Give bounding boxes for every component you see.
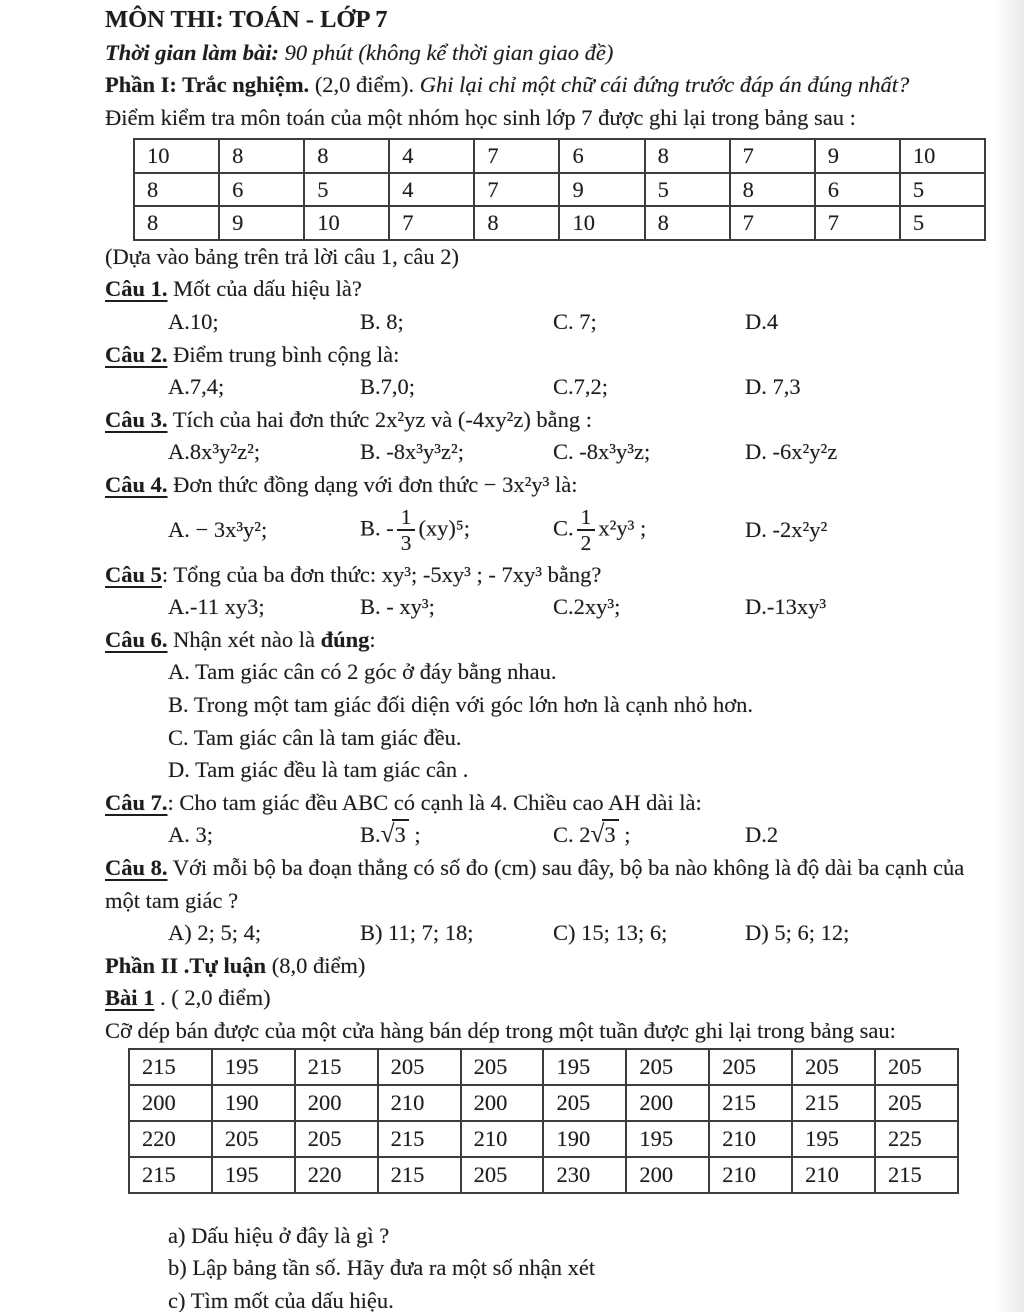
fraction-denominator: 3 [400, 531, 412, 556]
question-8-options [0, 917, 1024, 950]
table-cell: 4 [389, 139, 474, 173]
table-cell: 205 [461, 1157, 544, 1193]
table-cell: 200 [461, 1085, 544, 1121]
table-cell: 8 [134, 206, 219, 240]
q3-option-d: D. -6x²y²z [745, 439, 838, 465]
score-table-intro: Điểm kiểm tra môn toán của một nhóm học sinh lớp 7 được ghi lại trong bảng sau : [105, 104, 856, 130]
table-cell: 10 [900, 139, 985, 173]
q7-option-b [360, 819, 553, 852]
part1-points: (2,0 điểm). [309, 72, 420, 98]
radical-sign: √ [380, 821, 395, 849]
q4-option-a: A. − 3x³y²; [168, 516, 268, 542]
question-6 [0, 624, 1024, 657]
size-table [128, 1048, 959, 1194]
q7-option-c-suffix: ; [618, 822, 631, 848]
q3-option-b: B. -8x³y³z²; [360, 439, 464, 465]
q2-option-b: B.7,0; [360, 374, 416, 400]
question-4-label: Câu 4. [105, 472, 168, 498]
q7-option-c [553, 819, 745, 852]
table-note: (Dựa vào bảng trên trả lời câu 1, câu 2) [105, 243, 459, 269]
fraction [577, 506, 596, 555]
part1-instruction: Ghi lại chỉ một chữ cái đứng trước đáp án đúng nhất? [419, 72, 910, 98]
question-6-emphasis: đúng [320, 626, 370, 652]
q4-option-b-prefix: B. - [360, 515, 394, 541]
table-cell: 210 [709, 1157, 792, 1193]
q5-option-d: D.-13xy³ [745, 594, 827, 620]
table-cell: 190 [212, 1085, 295, 1121]
q1-option-a: A.10; [168, 309, 219, 335]
table-cell: 6 [815, 173, 900, 207]
table-cell: 215 [378, 1157, 461, 1193]
table-cell: 230 [543, 1157, 626, 1193]
table-cell: 205 [626, 1049, 709, 1085]
question-5-options [0, 591, 1024, 624]
q1-option-d: D.4 [745, 309, 779, 335]
table-row [134, 206, 985, 240]
q4-option-c-prefix: C. [553, 515, 574, 541]
exercise-1-part-b: b) Lập bảng tần số. Hãy đưa ra một số nhận xét [168, 1255, 596, 1281]
page-title: MÔN THI: TOÁN - LỚP 7 [105, 6, 388, 33]
q7-option-d: D.2 [745, 822, 779, 848]
q7-option-c-prefix: C. 2 [553, 822, 591, 848]
table-cell: 6 [219, 173, 304, 207]
fraction-numerator: 1 [397, 506, 416, 531]
q3-option-c: C. -8x³y³z; [553, 439, 651, 465]
q8-option-c: C) 15; 13; 6; [553, 920, 668, 946]
table-cell: 215 [875, 1157, 958, 1193]
fraction [397, 506, 416, 555]
table-cell: 215 [295, 1049, 378, 1085]
radicand: 3 [392, 819, 408, 847]
q4-option-c-suffix: x²y³ ; [598, 515, 647, 541]
table-row [134, 139, 985, 173]
question-7-text: Cho tam giác đều ABC có cạnh là 4. Chiều cao AH dài là: [173, 789, 702, 815]
part2-title: Phần II .Tự luận [105, 952, 267, 978]
question-6-text-end: : [369, 626, 376, 652]
q2-option-a: A.7,4; [168, 374, 225, 400]
q6-option-d: D. Tam giác đều là tam giác cân . [168, 757, 469, 783]
table-cell: 205 [875, 1049, 958, 1085]
question-3-label: Câu 3. [105, 406, 168, 432]
table-cell: 205 [543, 1085, 626, 1121]
question-3-text: Tích của hai đơn thức 2x²yz và (-4xy²z) bằng : [167, 406, 593, 432]
question-7-options [0, 819, 1024, 852]
q6-option-a: A. Tam giác cân có 2 góc ở đáy bằng nhau. [168, 659, 557, 685]
question-5-colon: : [161, 561, 169, 587]
table-cell: 215 [378, 1121, 461, 1157]
table-cell: 215 [129, 1049, 212, 1085]
q7-option-a: A. 3; [168, 822, 213, 848]
question-2-options [0, 371, 1024, 404]
radicand: 3 [602, 819, 618, 847]
question-5-text: Tổng của ba đơn thức: xy³; -5xy³ ; - 7xy³ bằng? [168, 561, 602, 587]
table-cell: 5 [900, 173, 985, 207]
table-cell: 205 [212, 1121, 295, 1157]
table-cell: 210 [792, 1157, 875, 1193]
table-cell: 9 [559, 173, 644, 207]
question-4 [0, 469, 1024, 502]
question-8-text-line1: Với mỗi bộ ba đoạn thẳng có số đo (cm) sau đây, bộ ba nào không là độ dài ba cạnh của [167, 854, 965, 880]
q7-option-b-suffix: ; [408, 822, 421, 848]
table-cell: 205 [709, 1049, 792, 1085]
table-cell: 200 [626, 1157, 709, 1193]
table-cell: 10 [559, 206, 644, 240]
table-cell: 205 [378, 1049, 461, 1085]
question-1 [0, 273, 1024, 306]
table-cell: 195 [626, 1121, 709, 1157]
part2-heading [0, 950, 1024, 983]
q3-option-a: A.8x³y²z²; [168, 439, 261, 465]
question-1-text: Mốt của dấu hiệu là? [167, 276, 362, 302]
question-1-label: Câu 1. [105, 276, 168, 302]
question-8-label: Câu 8. [105, 854, 168, 880]
q4-option-b [360, 506, 553, 555]
table-cell: 7 [730, 139, 815, 173]
question-7 [0, 787, 1024, 820]
score-table [133, 138, 986, 241]
table-row [129, 1121, 958, 1157]
q2-option-d: D. 7,3 [745, 374, 801, 400]
question-6-text: Nhận xét nào là [167, 626, 321, 652]
table-cell: 205 [875, 1085, 958, 1121]
q4-option-d: D. -2x²y² [745, 516, 828, 542]
time-limit-label: Thời gian làm bài: [105, 39, 279, 65]
q8-option-d: D) 5; 6; 12; [745, 920, 850, 946]
q6-option-c: C. Tam giác cân là tam giác đều. [168, 724, 462, 750]
q2-option-c: C.7,2; [553, 374, 609, 400]
q5-option-c: C.2xy³; [553, 594, 621, 620]
question-8-text-line2: một tam giác ? [105, 887, 239, 913]
table-cell: 200 [295, 1085, 378, 1121]
table-cell: 7 [474, 139, 559, 173]
table-cell: 4 [389, 173, 474, 207]
table-row [129, 1049, 958, 1085]
exercise-1-part-c: c) Tìm mốt của dấu hiệu. [168, 1287, 394, 1312]
table-cell: 8 [645, 206, 730, 240]
question-4-options [0, 502, 1024, 559]
table-cell: 5 [304, 173, 389, 207]
question-8 [0, 852, 1024, 885]
table-cell: 220 [295, 1157, 378, 1193]
fraction-denominator: 2 [580, 531, 592, 556]
time-limit-line [0, 37, 1024, 70]
question-7-label: Câu 7. [105, 789, 168, 815]
q7-option-b-prefix: B. [360, 822, 381, 848]
q4-option-c [553, 506, 745, 555]
table-cell: 8 [134, 173, 219, 207]
table-cell: 200 [129, 1085, 212, 1121]
q5-option-a: A.-11 xy3; [168, 594, 265, 620]
table-cell: 205 [461, 1049, 544, 1085]
table-cell: 205 [792, 1049, 875, 1085]
table-cell: 8 [645, 139, 730, 173]
q1-option-c: C. 7; [553, 309, 597, 335]
table-cell: 9 [219, 206, 304, 240]
table-cell: 7 [815, 206, 900, 240]
question-2-text: Điểm trung bình cộng là: [167, 341, 400, 367]
q8-option-b: B) 11; 7; 18; [360, 920, 474, 946]
exercise-1-heading [0, 982, 1024, 1015]
table-cell: 6 [559, 139, 644, 173]
table-cell: 220 [129, 1121, 212, 1157]
question-2-label: Câu 2. [105, 341, 168, 367]
fraction-numerator: 1 [577, 506, 596, 531]
table-cell: 190 [543, 1121, 626, 1157]
table-cell: 10 [134, 139, 219, 173]
table-cell: 205 [295, 1121, 378, 1157]
table-cell: 210 [461, 1121, 544, 1157]
question-6-label: Câu 6. [105, 626, 168, 652]
q1-option-b: B. 8; [360, 309, 404, 335]
question-3 [0, 404, 1024, 437]
table-cell: 215 [709, 1085, 792, 1121]
table-cell: 200 [626, 1085, 709, 1121]
table-cell: 8 [219, 139, 304, 173]
q5-option-b: B. - xy³; [360, 594, 435, 620]
table-cell: 7 [730, 206, 815, 240]
time-limit-value: 90 phút (không kể thời gian giao đề) [278, 39, 614, 65]
question-3-options [0, 436, 1024, 469]
question-5 [0, 559, 1024, 592]
question-4-text: Đơn thức đồng dạng với đơn thức − 3x²y³ là: [167, 472, 578, 498]
table-row [129, 1157, 958, 1193]
q8-option-a: A) 2; 5; 4; [168, 920, 262, 946]
table-cell: 9 [815, 139, 900, 173]
table-cell: 8 [474, 206, 559, 240]
q6-option-b: B. Trong một tam giác đối diện với góc lớn hơn là cạnh nhỏ hơn. [168, 692, 754, 717]
table-cell: 8 [304, 139, 389, 173]
part2-points: (8,0 điểm) [266, 952, 366, 978]
table-cell: 7 [389, 206, 474, 240]
question-1-options [0, 306, 1024, 339]
table-cell: 215 [792, 1085, 875, 1121]
part1-title: Phần I: Trắc nghiệm. [105, 72, 310, 98]
table-row [129, 1085, 958, 1121]
table-cell: 7 [474, 173, 559, 207]
table-cell: 5 [900, 206, 985, 240]
table-cell: 8 [730, 173, 815, 207]
table-cell: 5 [645, 173, 730, 207]
table-cell: 215 [129, 1157, 212, 1193]
q4-option-b-suffix: (xy)⁵; [418, 515, 471, 541]
exercise-1-part-a: a) Dấu hiệu ở đây là gì ? [168, 1222, 390, 1248]
exercise-1-parts [0, 1220, 1024, 1312]
exercise-1-label: Bài 1 [105, 985, 155, 1011]
question-2 [0, 339, 1024, 372]
table-cell: 195 [792, 1121, 875, 1157]
table-cell: 210 [709, 1121, 792, 1157]
part1-heading [0, 69, 1024, 102]
table-cell: 195 [212, 1049, 295, 1085]
table-cell: 225 [875, 1121, 958, 1157]
table-row [134, 173, 985, 207]
table-cell: 195 [212, 1157, 295, 1193]
exercise-1-points: . ( 2,0 điểm) [154, 985, 271, 1011]
table-cell: 210 [378, 1085, 461, 1121]
size-table-intro: Cỡ dép bán được của một cửa hàng bán dép trong một tuần được ghi lại trong bảng sau: [105, 1017, 896, 1043]
table-cell: 10 [304, 206, 389, 240]
radical-sign: √ [590, 821, 605, 849]
question-7-colon: : [167, 789, 174, 815]
table-cell: 195 [543, 1049, 626, 1085]
question-5-label: Câu 5 [105, 561, 162, 587]
